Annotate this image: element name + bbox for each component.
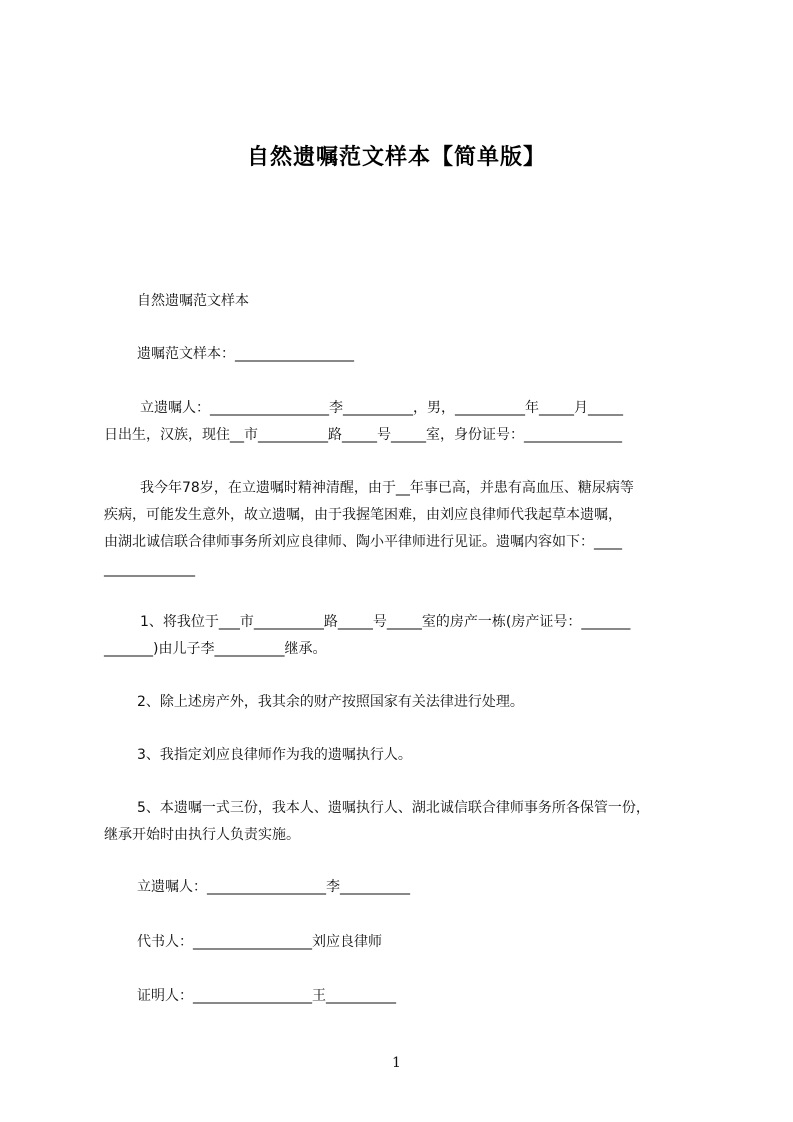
testator-info-line-1: 立遗嘱人：_________________李__________，男，__________年_____月_____ xyxy=(140,400,623,416)
clause-1-line-1: 1、将我位于___市__________路_____号_____室的房产一栋(房产证号：_______ xyxy=(140,614,631,630)
statement-paragraph-line-4: _____________ xyxy=(104,561,195,577)
testator-info-line-2: 日出生，汉族，现住__市__________路_____号_____室，身份证号：______________ xyxy=(104,427,622,443)
clause-3: 3、我指定刘应良律师作为我的遗嘱执行人。 xyxy=(137,747,412,763)
statement-paragraph-line-2: 疾病，可能发生意外，故立遗嘱，由于我握笔困难，由刘应良律师代我起草本遗嘱， xyxy=(104,507,622,523)
statement-paragraph-line-3: 由湖北诚信联合律师事务所刘应良律师、陶小平律师进行见证。遗嘱内容如下：____ xyxy=(104,534,622,550)
clause-2: 2、除上述房产外，我其余的财产按照国家有关法律进行处理。 xyxy=(137,694,524,710)
clause-5-line-2: 继承开始时由执行人负责实施。 xyxy=(104,827,300,843)
section-heading: 自然遗嘱范文样本 xyxy=(137,293,249,309)
clause-5-line-1: 5、本遗嘱一式三份，我本人、遗嘱执行人、湖北诚信联合律师事务所各保管一份， xyxy=(137,800,650,816)
page-number: 1 xyxy=(392,1055,401,1071)
document-title: 自然遗嘱范文样本【简单版】 xyxy=(246,145,546,170)
statement-paragraph-line-1: 我今年78岁，在立遗嘱时精神清醒，由于__年事已高，并患有高血压、糖尿病等 xyxy=(140,480,634,496)
signature-testator: 立遗嘱人：_________________李__________ xyxy=(137,879,410,895)
signature-writer: 代书人：_________________刘应良律师 xyxy=(137,934,382,950)
signature-witness: 证明人：_________________王__________ xyxy=(137,988,396,1004)
clause-1-line-2: _______)由儿子李__________继承。 xyxy=(104,641,327,657)
sample-label-line: 遗嘱范文样本：_________________ xyxy=(137,346,354,362)
